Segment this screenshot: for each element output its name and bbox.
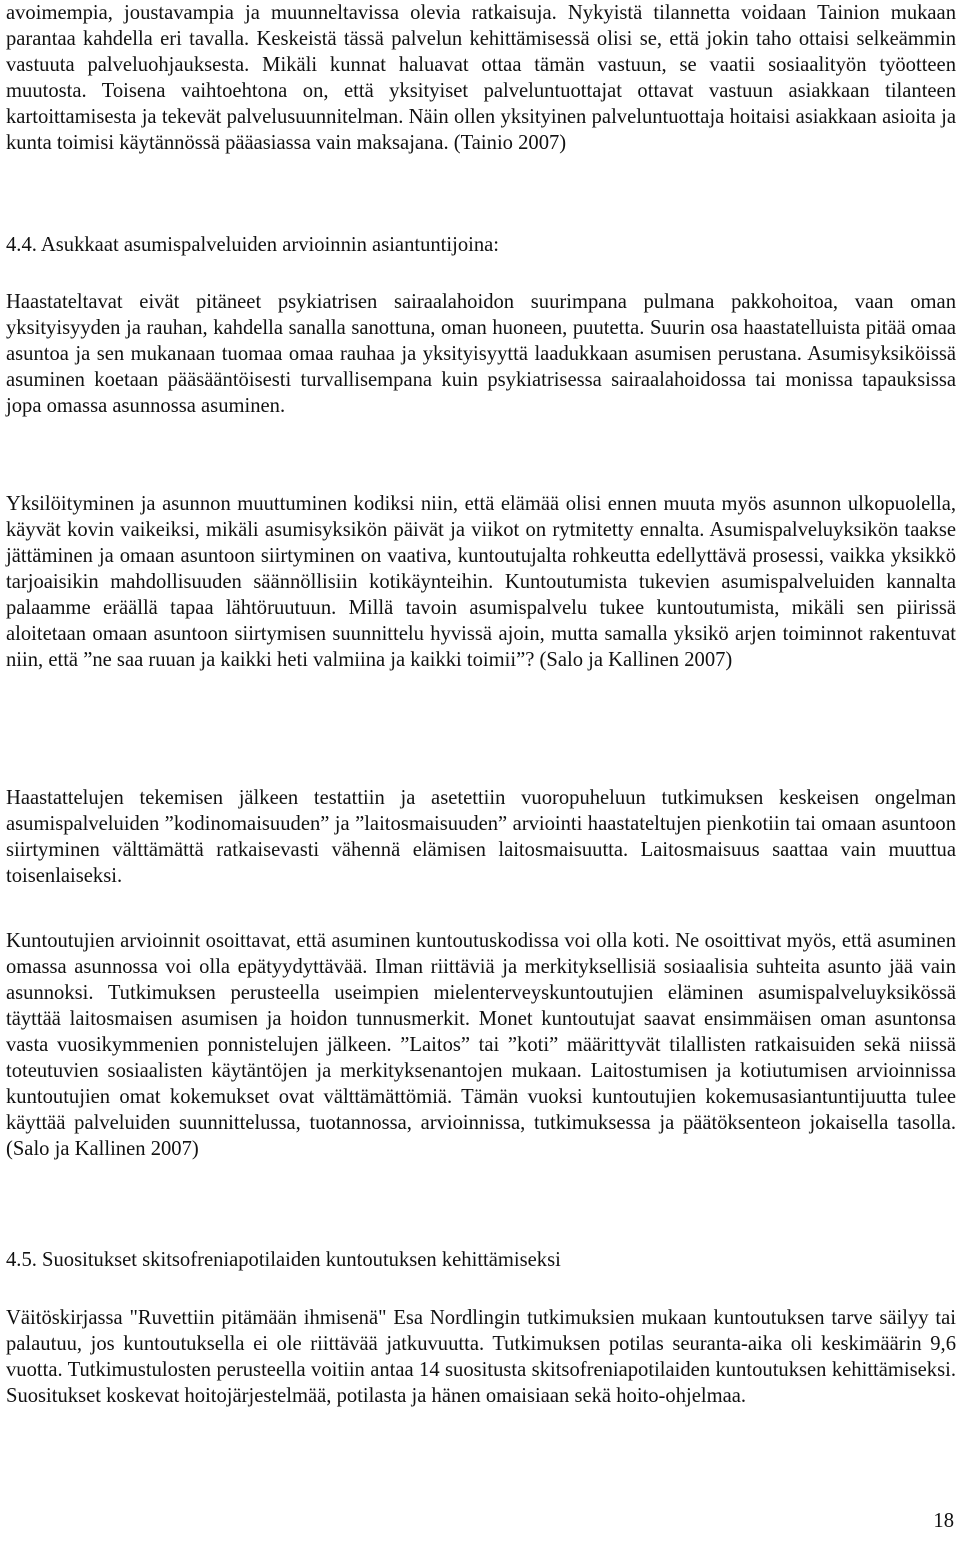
- section-heading-4-5: 4.5. Suositukset skitsofreniapotilaiden kuntoutuksen kehittämiseksi: [6, 1249, 561, 1271]
- paragraph-evaluations: Kuntoutujien arvioinnit osoittavat, että asuminen kuntoutuskodissa voi olla koti. Ne osoittivat myös, että asuminen omassa asunnossa voi olla epätyydyttävää. Ilman riittäviä ja merkityksellisiä sosiaalisia suhteita asunto jää vain asunnoksi. Tutkimuksen perusteella useimpien mielenterveyskuntoutujien eläminen asumispalveluyksikössä täyttää laitosmaisen asumisen ja hoidon tunnusmerkit. Monet kuntoutujat saavat ensimmäisen oman asuntonsa vasta vuosikymmenien ponnistelujen jälkeen. ”Laitos” tai ”koti” määrittyvät tilallisten ratkaisuiden sekä niissä toteutuvien sosiaalisten käytäntöjen ja merkityksenantojen mukaan. Laitostumisen ja kotiutumisen arvioinnissa kuntoutujien omat kokemukset ovat välttämättömiä. Tämän vuoksi kuntoutujien kokemusasiantuntijuutta tulee käyttää palveluiden suunnittelussa, tuotannossa, arvioinnissa, tutkimuksessa ja päätöksenteon jokaisella tasolla. (Salo ja Kallinen 2007): [6, 930, 956, 1160]
- paragraph-dissertation: Väitöskirjassa "Ruvettiin pitämään ihmisenä" Esa Nordlingin tutkimuksien mukaan kuntoutuksen tarve säilyy tai palautuu, jos kuntoutuksella ei ole riittävää jatkuvuutta. Tutkimuksen potilas seuranta-aika oli keskimäärin 9,6 vuotta. Tutkimustulosten perusteella voitiin antaa 14 suositusta skitsofreniapotilaiden kuntoutuksen kehittämiseksi. Suositukset koskevat hoitojärjestelmää, potilasta ja hänen omaisiaan sekä hoito-ohjelmaa.: [6, 1307, 956, 1407]
- paragraph-interview-results: Haastattelujen tekemisen jälkeen testattiin ja asetettiin vuoropuheluun tutkimuksen keskeisen ongelman asumispalveluiden ”kodinomaisuuden” ja ”laitosmaisuuden” arviointi haastateltujen pienkotiin tai omaan asuntoon siirtyminen välttämättä ratkaisevasti vähennä elämisen laitosmaisuutta. Laitosmaisuus saattaa vain muuttua toisenlaiseksi.: [6, 787, 956, 887]
- paragraph-individuation: Yksilöityminen ja asunnon muuttuminen kodiksi niin, että elämää olisi ennen muuta myös asunnon ulkopuolella, käyvät kovin vaikeiksi, mikäli asumisyksikön päivät ja viikot on rytmitetty ennalta. Asumispalveluyksikön taakse jättäminen ja omaan asuntoon siirtyminen on vaativa, kuntoutujalta rohkeutta edellyttävä prosessi, vaikka yksikkö tarjoaisikin mahdollisuuden säännöllisiin kotikäynteihin. Kuntoutumista tukevien asumispalveluiden kannalta palaamme eräällä tapaa lähtöruutuun. Millä tavoin asumispalvelu tukee kuntoutumista, mikäli sen piirissä aloitetaan omaan asuntoon siirtymisen suunnittelu hyvissä ajoin, mutta samalla yksikö arjen toiminnot rakentuvat niin, että ”ne saa ruuan ja kaikki heti valmiina ja kaikki toimii”? (Salo ja Kallinen 2007): [6, 493, 956, 671]
- page-number: 18: [933, 1510, 954, 1532]
- paragraph-interviewees: Haastateltavat eivät pitäneet psykiatrisen sairaalahoidon suurimpana pulmana pakkohoitoa, vaan oman yksityisyyden ja rauhan, kahdella sanalla sanottuna, oman huoneen, puutetta. Suurin osa haastatelluista pitää omaa asuntoa ja sen mukanaan tuomaa omaa rauhaa ja yksityisyyttä laadukkaan asumisen perustana. Asumisyksiköissä asuminen koetaan pääsääntöisesti turvallisempana kuin psykiatrisessa sairaalahoidossa tai monissa tapauksissa jopa omassa asunnossa asuminen.: [6, 291, 956, 417]
- section-heading-4-4: 4.4. Asukkaat asumispalveluiden arvioinnin asiantuntijoina:: [6, 234, 500, 256]
- paragraph-intro: avoimempia, joustavampia ja muunneltavissa olevia ratkaisuja. Nykyistä tilannetta voidaan Tainion mukaan parantaa kahdella eri tavalla. Keskeistä tässä palvelun kehittämisessä olisi se, että jokin taho ottaisi selkeämmin vastuuta palveluohjauksesta. Mikäli kunnat haluavat ottaa tämän vastuun, se vaatii sosiaalityön työotteen muutosta. Toisena vaihtoehtona on, että yksityiset palveluntuottajat ottavat vastuun asiakkaan tilanteen kartoittamisesta ja tekevät palvelusuunnitelman. Näin ollen yksityinen palveluntuottaja hoitaisi asiakkaan asioita ja kunta toimisi käytännössä pääasiassa vain maksajana. (Tainio 2007): [6, 2, 956, 154]
